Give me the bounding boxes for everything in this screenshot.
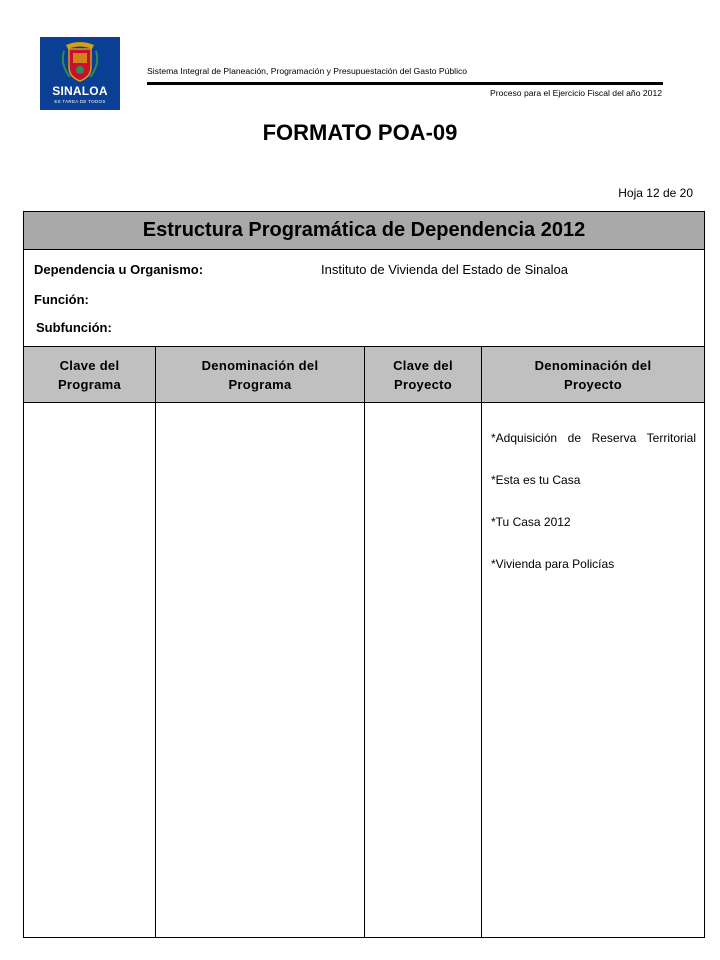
form-code: FORMATO POA-09 <box>262 120 458 145</box>
logo-tagline: ES TAREA DE TODOS <box>54 99 106 104</box>
project-item: *Vivienda para Policías <box>491 557 615 571</box>
dependencia-row <box>34 262 568 277</box>
project-item: *Tu Casa 2012 <box>491 515 571 529</box>
col-clave-proyecto: Clave del Proyecto <box>393 357 453 392</box>
process-text: Proceso para el Ejercicio Fiscal del año 2012 <box>490 88 662 98</box>
dependencia-value: Instituto de Vivienda del Estado de Sinaloa <box>321 262 568 277</box>
programmatic-structure-form <box>23 211 705 938</box>
dependencia-label: Dependencia u Organismo: <box>34 262 204 277</box>
coat-of-arms-icon <box>40 37 120 85</box>
subfuncion-row <box>36 320 112 335</box>
column-divider <box>364 346 365 937</box>
logo-name: SINALOA <box>52 84 108 98</box>
project-item: *Esta es tu Casa <box>491 473 581 487</box>
sinaloa-logo <box>40 37 120 110</box>
column-divider <box>155 346 156 937</box>
header-divider <box>147 82 663 85</box>
column-divider <box>481 346 482 937</box>
col-denominacion-programa: Denominación del Programa <box>201 357 319 392</box>
page-indicator: Hoja 12 de 20 <box>618 186 693 200</box>
project-item: *Adquisición de Reserva Territorial <box>491 431 696 445</box>
funcion-row <box>34 292 89 307</box>
col-clave-programa: Clave del Programa <box>57 357 122 392</box>
system-title: Sistema Integral de Planeación, Programación y Presupuestación del Gasto Público <box>147 66 468 76</box>
form-title: Estructura Programática de Dependencia 2012 <box>24 212 704 250</box>
col-denominacion-proyecto: Denominación del Proyecto <box>534 357 652 392</box>
subfuncion-label: Subfunción: <box>36 320 112 335</box>
funcion-label: Función: <box>34 292 89 307</box>
project-list <box>491 430 696 598</box>
